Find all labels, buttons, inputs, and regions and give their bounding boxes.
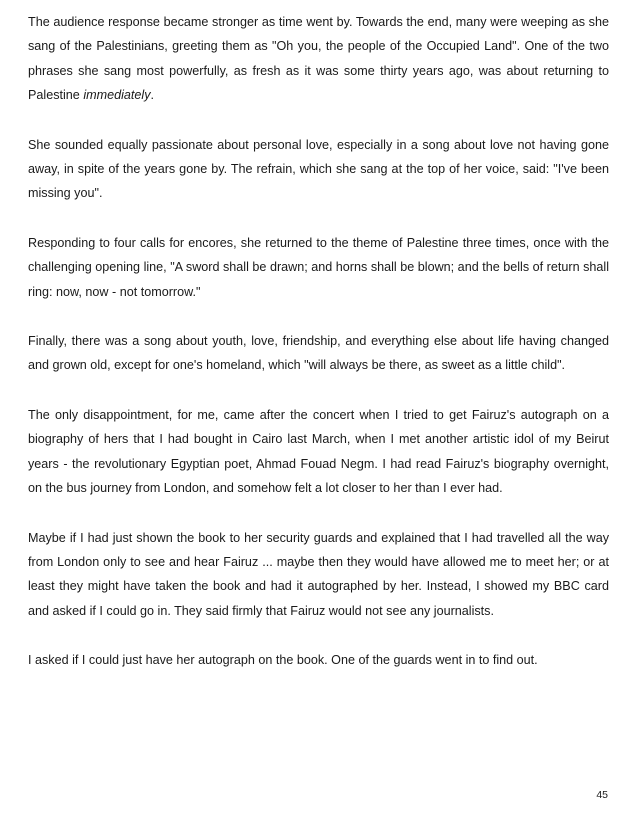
paragraph-5: The only disappointment, for me, came after the concert when I tried to get Fairuz's autograph on a biography of hers that I had bought in Cairo last March, when I met another artistic idol of my Beirut years - the revolutionary Egyptian poet, Ahmad Fouad Negm. I had read Fairuz's biography overnight, on the bus journey from London, and somehow felt a lot closer to her than I ever had. bbox=[28, 407, 609, 496]
paragraph-2: She sounded equally passionate about personal love, especially in a song about love not having gone away, in spite of the years gone by. The refrain, which she sang at the top of her voice, said: "I've been missing you". bbox=[28, 137, 609, 201]
paragraph-1-emphasis: immediately bbox=[83, 88, 151, 103]
page-number: 45 bbox=[596, 789, 608, 801]
paragraph-7: I asked if I could just have her autograph on the book. One of the guards went in to find out. bbox=[28, 653, 538, 668]
paragraph-1-tail: . bbox=[150, 88, 154, 103]
paragraph-1 bbox=[28, 10, 609, 108]
document-page bbox=[28, 10, 609, 698]
paragraph-6: Maybe if I had just shown the book to her security guards and explained that I had travelled all the way from London only to see and hear Fairuz ... maybe then they would have allowed me to meet her; or at least they might have taken the book and had it autographed by her. Instead, I showed my BBC card and asked if I could go in. They said firmly that Fairuz would not see any journalists. bbox=[28, 530, 609, 618]
paragraph-1-text: The audience response became stronger as time went by. Towards the end, many were weeping as she sang of the Palestinians, greeting them as "Oh you, the people of the Occupied Land". One of the two phrases she sang most powerfully, as fresh as it was some thirty years ago, was about returning to Palestine bbox=[28, 15, 609, 103]
paragraph-4: Finally, there was a song about youth, love, friendship, and everything else about life having changed and grown old, except for one's homeland, which "will always be there, as sweet as a little child". bbox=[28, 334, 609, 373]
paragraph-3: Responding to four calls for encores, she returned to the theme of Palestine three times, once with the challenging opening line, "A sword shall be drawn; and horns shall be blown; and the bells of return shall ring: now, now - not tomorrow." bbox=[28, 235, 609, 299]
